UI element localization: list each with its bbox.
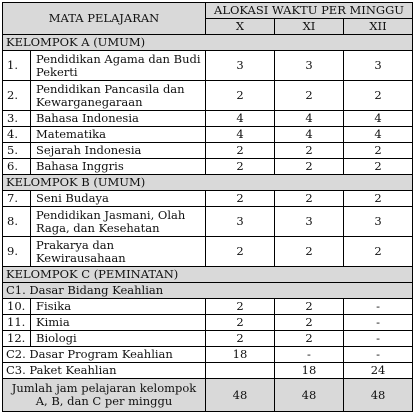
subject-name: Fisika (31, 299, 206, 315)
hours-xi: 3 (275, 207, 344, 237)
row-number: 5. (3, 143, 31, 159)
hours-x: 2 (206, 331, 275, 347)
hours-xi: - (275, 347, 344, 363)
row-number: 10. (3, 299, 31, 315)
table-row (3, 51, 413, 81)
grade-xi-header: XI (275, 19, 344, 35)
table-row (3, 331, 413, 347)
row-number: 1. (3, 51, 31, 81)
hours-x: 2 (206, 299, 275, 315)
hours-xi: 4 (275, 111, 344, 127)
hours-x: 2 (206, 237, 275, 267)
hours-xii: 2 (344, 159, 413, 175)
hours-xi: 2 (275, 315, 344, 331)
hours-x: 2 (206, 143, 275, 159)
subject-name: Pendidikan Agama dan Budi Pekerti (31, 51, 206, 81)
c2-row (3, 347, 413, 363)
c2-title: C2. Dasar Program Keahlian (3, 347, 206, 363)
table-row (3, 207, 413, 237)
hours-x: 3 (206, 51, 275, 81)
hours-xi: 3 (275, 51, 344, 81)
table-row (3, 81, 413, 111)
curriculum-table-container (2, 2, 412, 412)
hours-xii: 3 (344, 207, 413, 237)
subject-name: Matematika (31, 127, 206, 143)
curriculum-table (2, 2, 413, 412)
hours-x: 4 (206, 127, 275, 143)
group-a-heading: KELOMPOK A (UMUM) (3, 35, 413, 51)
row-number: 11. (3, 315, 31, 331)
hours-xi: 4 (275, 127, 344, 143)
subject-name: Bahasa Inggris (31, 159, 206, 175)
hours-xi: 2 (275, 143, 344, 159)
hours-xii: 2 (344, 191, 413, 207)
group-c-heading: KELOMPOK C (PEMINATAN) (3, 267, 413, 283)
grade-x-header: X (206, 19, 275, 35)
hours-x: 4 (206, 111, 275, 127)
row-number: 2. (3, 81, 31, 111)
row-number: 6. (3, 159, 31, 175)
hours-xii: 2 (344, 143, 413, 159)
hours-xii: 3 (344, 51, 413, 81)
c3-row (3, 363, 413, 379)
hours-xii: 4 (344, 127, 413, 143)
hours-xii: 4 (344, 111, 413, 127)
hours-x: 18 (206, 347, 275, 363)
subject-name: Prakarya dan Kewirausahaan (31, 237, 206, 267)
hours-xi: 2 (275, 299, 344, 315)
row-number: 7. (3, 191, 31, 207)
hours-xii: - (344, 299, 413, 315)
row-number: 12. (3, 331, 31, 347)
total-row (3, 379, 413, 412)
grade-xii-header: XII (344, 19, 413, 35)
table-row (3, 111, 413, 127)
table-row (3, 315, 413, 331)
hours-x: 2 (206, 81, 275, 111)
hours-xi: 18 (275, 363, 344, 379)
c1-heading: C1. Dasar Bidang Keahlian (3, 283, 413, 299)
total-label: Jumlah jam pelajaran kelompok A, B, dan C per minggu (3, 379, 206, 412)
subject-name: Kimia (31, 315, 206, 331)
table-row (3, 299, 413, 315)
table-row (3, 159, 413, 175)
hours-xi: 2 (275, 159, 344, 175)
row-number: 8. (3, 207, 31, 237)
hours-xi: 2 (275, 237, 344, 267)
subject-name: Pendidikan Pancasila dan Kewarganegaraan (31, 81, 206, 111)
hours-xii: - (344, 347, 413, 363)
row-number: 3. (3, 111, 31, 127)
subject-name: Bahasa Indonesia (31, 111, 206, 127)
hours-x: 2 (206, 315, 275, 331)
table-row (3, 143, 413, 159)
row-number: 9. (3, 237, 31, 267)
hours-x: 3 (206, 207, 275, 237)
hours-xii: - (344, 331, 413, 347)
hours-x: 2 (206, 159, 275, 175)
hours-xi: 2 (275, 81, 344, 111)
hours-xi: 2 (275, 331, 344, 347)
hours-xi: 2 (275, 191, 344, 207)
group-b-heading: KELOMPOK B (UMUM) (3, 175, 413, 191)
table-row (3, 191, 413, 207)
total-x: 48 (206, 379, 275, 412)
table-row (3, 237, 413, 267)
c3-title: C3. Paket Keahlian (3, 363, 206, 379)
subject-name: Pendidikan Jasmani, Olah Raga, dan Kesehatan (31, 207, 206, 237)
hours-xii: 2 (344, 81, 413, 111)
total-xi: 48 (275, 379, 344, 412)
hours-xii: - (344, 315, 413, 331)
row-number: 4. (3, 127, 31, 143)
hours-xii: 24 (344, 363, 413, 379)
allocation-header: ALOKASI WAKTU PER MINGGU (206, 3, 413, 19)
total-xii: 48 (344, 379, 413, 412)
subject-name: Seni Budaya (31, 191, 206, 207)
subject-name: Sejarah Indonesia (31, 143, 206, 159)
table-row (3, 127, 413, 143)
hours-x (206, 363, 275, 379)
subject-name: Biologi (31, 331, 206, 347)
subject-header: MATA PELAJARAN (3, 3, 206, 35)
hours-xii: 2 (344, 237, 413, 267)
hours-x: 2 (206, 191, 275, 207)
